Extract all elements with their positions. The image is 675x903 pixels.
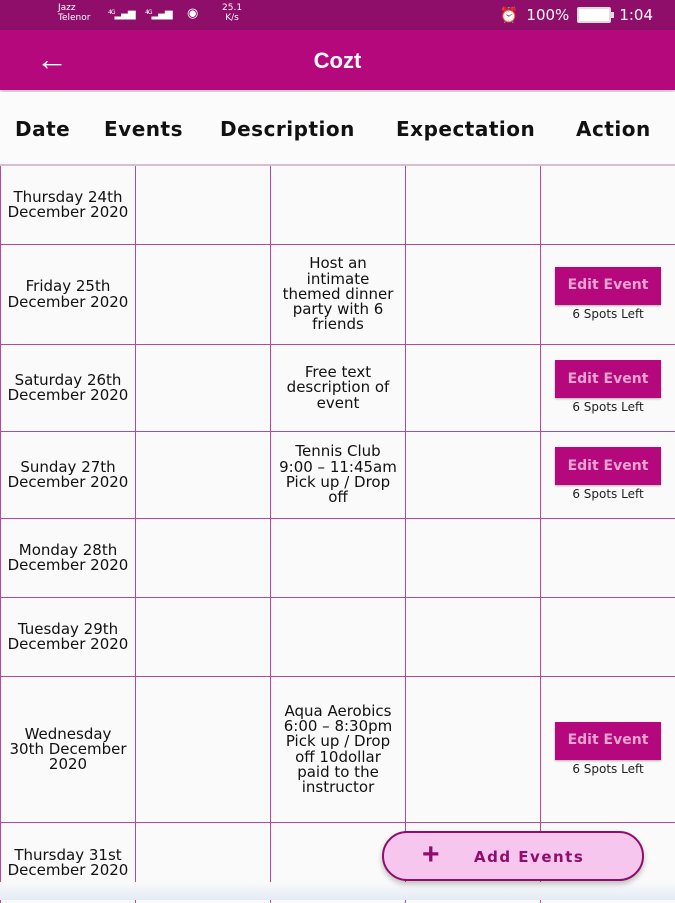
date-cell: Thursday 31st December 2020 [0, 823, 136, 903]
action-cell [541, 677, 675, 822]
signal-icon: $^{4G}$▂▄▆ [108, 9, 135, 20]
header-expectation: Expectation [396, 117, 536, 141]
date-cell: Saturday 26th December 2020 [0, 345, 136, 431]
event-cell [136, 598, 271, 676]
table-row [0, 345, 675, 432]
date-cell: Thursday 24th December 2020 [0, 166, 136, 244]
event-cell [136, 166, 271, 244]
description-cell: Host an intimate themed dinner party with 6 friends [271, 245, 406, 344]
action-cell [541, 519, 675, 597]
table-header [0, 92, 675, 166]
description-cell: Aqua Aerobics 6:00 – 8:30pm Pick up / Drop off 10dollar paid to the instructor [271, 677, 406, 822]
event-cell [136, 245, 271, 344]
clock: 1:04 [619, 6, 653, 24]
date-cell: Sunday 27th December 2020 [0, 432, 136, 518]
spots-left: 6 Spots Left [572, 761, 644, 776]
description-cell: Free text description of event [271, 345, 406, 431]
edit-event-button[interactable]: Edit Event [555, 722, 661, 760]
table-row [0, 432, 675, 519]
description-cell [271, 519, 406, 597]
table-row [0, 519, 675, 598]
description-cell: Tennis Club 9:00 – 11:45am Pick up / Drop off [271, 432, 406, 518]
carrier-names [58, 3, 90, 23]
action-cell [541, 166, 675, 244]
expectation-cell [406, 245, 541, 344]
arrow-left-icon[interactable]: ← [36, 41, 68, 77]
bottom-fade [0, 882, 675, 900]
table-row [0, 245, 675, 345]
edit-event-button[interactable]: Edit Event [555, 360, 661, 398]
header-action: Action [576, 117, 651, 141]
add-events-button[interactable] [382, 831, 644, 881]
action-cell [541, 598, 675, 676]
expectation-cell [406, 598, 541, 676]
carrier-2: Telenor [58, 13, 91, 23]
header-date: Date [15, 117, 71, 141]
app-bar [0, 30, 675, 90]
status-right [500, 6, 653, 24]
edit-event-button[interactable]: Edit Event [555, 447, 661, 485]
table-row [0, 166, 675, 245]
date-cell: Monday 28th December 2020 [0, 519, 136, 597]
add-events-label: Add Events [474, 848, 585, 866]
alarm-icon: ⏰ [499, 6, 519, 24]
signal-icon: $^{4G}$▂▄▆ [145, 9, 172, 20]
expectation-cell [406, 345, 541, 431]
page-title: Cozt [313, 48, 362, 73]
spots-left: 6 Spots Left [572, 487, 644, 502]
expectation-cell [406, 677, 541, 822]
event-cell [136, 432, 271, 518]
header-events: Events [104, 117, 183, 141]
description-cell [271, 166, 406, 244]
date-cell: Tuesday 29th December 2020 [0, 598, 136, 676]
spots-left: 6 Spots Left [572, 400, 644, 415]
event-cell [136, 519, 271, 597]
carrier-1: Jazz [58, 3, 76, 13]
event-cell [136, 677, 271, 822]
edit-event-button[interactable]: Edit Event [555, 267, 661, 305]
action-cell [541, 245, 675, 344]
action-cell [541, 432, 675, 518]
action-cell [541, 345, 675, 431]
expectation-cell [406, 166, 541, 244]
expectation-cell [406, 432, 541, 518]
network-speed: 25.1 K/s [222, 3, 243, 23]
spots-left: 6 Spots Left [572, 306, 644, 321]
event-cell [136, 345, 271, 431]
battery-icon [577, 7, 611, 23]
table-row [0, 598, 675, 677]
description-cell [271, 598, 406, 676]
header-description: Description [220, 117, 355, 141]
date-cell: Friday 25th December 2020 [0, 245, 136, 344]
status-bar [0, 0, 675, 30]
expectation-cell [406, 519, 541, 597]
plus-icon: + [422, 838, 440, 871]
table-row [0, 677, 675, 823]
wifi-icon: ◉ [187, 6, 198, 21]
date-cell: Wednesday 30th December 2020 [0, 677, 136, 822]
battery-percent: 100% [526, 6, 570, 24]
